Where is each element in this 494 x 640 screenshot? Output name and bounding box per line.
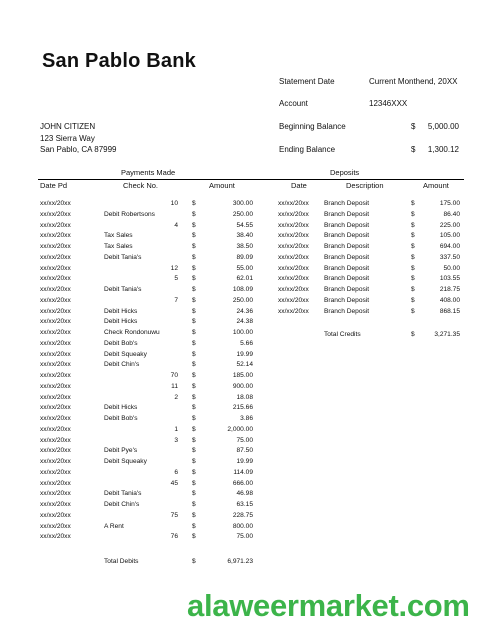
payment-date: xx/xx/20xx (40, 307, 71, 315)
payment-currency: $ (192, 533, 196, 541)
payment-date: xx/xx/20xx (40, 425, 71, 433)
payment-amount: 75.00 (236, 533, 253, 541)
payment-check-no (142, 317, 178, 328)
deposit-currency: $ (411, 200, 415, 207)
payment-currency: $ (192, 350, 196, 358)
payment-currency: $ (192, 522, 196, 530)
beginning-balance-currency: $ (411, 122, 416, 131)
payment-amount: 62.01 (236, 275, 253, 283)
payment-description: Tax Sales (104, 243, 133, 250)
total-debits-label: Total Debits (104, 558, 139, 565)
payment-currency: $ (192, 275, 196, 283)
payment-check-no (142, 414, 178, 425)
ending-balance-currency: $ (411, 145, 416, 154)
payment-currency: $ (192, 447, 196, 455)
total-debits-value: 6,971.23 (227, 558, 253, 565)
payment-currency: $ (192, 382, 196, 390)
payment-currency: $ (192, 307, 196, 315)
payment-check-no: 4 (174, 221, 178, 229)
deposits-section-title: Deposits (330, 168, 360, 177)
payment-currency: $ (192, 415, 196, 422)
deposit-date: xx/xx/20xx (278, 275, 309, 283)
deposits-col-date: Date (291, 181, 307, 190)
deposit-currency: $ (411, 286, 415, 293)
payment-currency: $ (192, 296, 196, 304)
payment-description: Debit Hicks (104, 404, 138, 412)
payment-amount: 5.66 (240, 339, 253, 347)
payment-date: xx/xx/20xx (40, 275, 71, 283)
payment-amount: 250.00 (232, 296, 253, 304)
watermark-text: alaweermarket.com (187, 588, 470, 623)
payment-date: xx/xx/20xx (40, 339, 71, 347)
deposit-currency: $ (411, 296, 415, 304)
payment-amount: 18.08 (236, 393, 253, 401)
payment-amount: 24.38 (236, 318, 253, 326)
payment-currency: $ (192, 329, 196, 336)
payment-check-no: 7 (174, 296, 178, 304)
deposit-amount: 103.55 (439, 275, 460, 283)
deposit-description: Branch Deposit (324, 275, 370, 283)
beginning-balance-value: 5,000.00 (427, 122, 459, 131)
deposit-date: xx/xx/20xx (278, 232, 309, 240)
payment-currency: $ (192, 339, 196, 347)
payment-date: xx/xx/20xx (40, 468, 71, 476)
payment-currency: $ (192, 286, 196, 293)
payment-currency: $ (192, 468, 196, 476)
total-credits-value: 3,271.35 (434, 331, 460, 338)
customer-address-line1: 123 Sierra Way (40, 134, 95, 143)
deposit-description: Branch Deposit (324, 286, 370, 293)
payment-check-no (142, 360, 178, 371)
account-label: Account (279, 99, 308, 108)
payment-description: Debit Bob's (104, 339, 138, 347)
payment-amount: 3.86 (240, 415, 253, 422)
deposit-description: Branch Deposit (324, 243, 370, 250)
payment-check-no (142, 242, 178, 253)
payment-description: A Rent (104, 522, 124, 530)
payment-description: Tax Sales (104, 232, 133, 240)
payment-date: xx/xx/20xx (40, 372, 71, 379)
deposit-currency: $ (411, 253, 415, 261)
payment-check-no: 76 (170, 533, 178, 541)
total-credits-label: Total Credits (324, 331, 361, 338)
payment-date: xx/xx/20xx (40, 382, 71, 390)
payment-check-no (142, 307, 178, 318)
payment-description: Debit Chin's (104, 501, 140, 508)
deposit-amount: 175.00 (439, 200, 460, 207)
ending-balance-label: Ending Balance (279, 145, 336, 154)
deposit-date: xx/xx/20xx (278, 243, 309, 250)
statement-date-value: Current Monthend, 20XX (369, 77, 458, 86)
deposit-description: Branch Deposit (324, 296, 370, 304)
deposit-date: xx/xx/20xx (278, 253, 309, 261)
payment-check-no: 70 (170, 372, 178, 379)
total-debits-currency: $ (192, 558, 196, 565)
payments-col-amount: Amount (209, 181, 235, 190)
payment-date: xx/xx/20xx (40, 361, 71, 369)
deposits-col-amount: Amount (423, 181, 449, 190)
payment-date: xx/xx/20xx (40, 350, 71, 358)
total-credits-currency: $ (411, 331, 415, 338)
deposit-amount: 408.00 (439, 296, 460, 304)
deposit-amount: 337.50 (439, 253, 460, 261)
payment-currency: $ (192, 200, 196, 207)
customer-address-line2: San Pablo, CA 87999 (40, 145, 117, 154)
payment-currency: $ (192, 458, 196, 465)
payment-date: xx/xx/20xx (40, 447, 71, 455)
payment-description: Check Rondonuwu (104, 329, 160, 336)
payment-check-no (142, 339, 178, 350)
deposit-amount: 868.15 (439, 307, 460, 315)
payment-date: xx/xx/20xx (40, 210, 71, 218)
payment-check-no (142, 328, 178, 339)
account-value: 12346XXX (369, 99, 408, 108)
payment-date: xx/xx/20xx (40, 511, 71, 519)
payment-check-no: 3 (174, 436, 178, 444)
payment-currency: $ (192, 210, 196, 218)
payment-date: xx/xx/20xx (40, 522, 71, 530)
deposit-currency: $ (411, 210, 415, 218)
payment-check-no (142, 500, 178, 511)
payment-amount: 900.00 (232, 382, 253, 390)
payment-currency: $ (192, 372, 196, 379)
payment-date: xx/xx/20xx (40, 393, 71, 401)
payment-amount: 63.15 (236, 501, 253, 508)
payment-currency: $ (192, 490, 196, 498)
payment-check-no (142, 231, 178, 242)
payment-date: xx/xx/20xx (40, 296, 71, 304)
payment-amount: 19.99 (236, 350, 253, 358)
header-rule (38, 179, 464, 180)
payment-date: xx/xx/20xx (40, 221, 71, 229)
payment-amount: 38.40 (236, 232, 253, 240)
payment-date: xx/xx/20xx (40, 479, 71, 487)
payment-check-no (142, 489, 178, 500)
payment-date: xx/xx/20xx (40, 329, 71, 336)
payment-description: Debit Hicks (104, 307, 138, 315)
payment-amount: 54.55 (236, 221, 253, 229)
payment-currency: $ (192, 221, 196, 229)
payment-currency: $ (192, 404, 196, 412)
payment-currency: $ (192, 501, 196, 508)
payments-col-check: Check No. (123, 181, 159, 190)
payment-amount: 215.66 (232, 404, 253, 412)
payment-check-no: 11 (171, 382, 178, 390)
payment-date: xx/xx/20xx (40, 243, 71, 250)
payment-check-no: 10 (170, 200, 178, 207)
payment-currency: $ (192, 511, 196, 519)
payment-amount: 24.36 (236, 307, 253, 315)
payment-date: xx/xx/20xx (40, 200, 71, 207)
payment-amount: 100.00 (232, 329, 253, 336)
payment-amount: 19.99 (236, 458, 253, 465)
ending-balance-value: 1,300.12 (427, 145, 459, 154)
deposit-currency: $ (411, 221, 415, 229)
deposit-description: Branch Deposit (324, 232, 370, 240)
deposit-date: xx/xx/20xx (278, 221, 309, 229)
deposit-description: Branch Deposit (324, 221, 370, 229)
payment-check-no (142, 446, 178, 457)
deposit-description: Branch Deposit (324, 307, 370, 315)
deposit-amount: 86.40 (443, 210, 460, 218)
deposit-description: Branch Deposit (324, 210, 370, 218)
payment-currency: $ (192, 436, 196, 444)
payment-amount: 46.98 (236, 490, 253, 498)
payment-amount: 52.14 (236, 361, 253, 369)
deposit-currency: $ (411, 307, 415, 315)
deposit-description: Branch Deposit (324, 264, 370, 272)
payment-currency: $ (192, 361, 196, 369)
payment-check-no: 75 (170, 511, 178, 519)
payment-amount: 250.00 (232, 210, 253, 218)
payment-amount: 300.00 (232, 200, 253, 207)
payment-check-no (142, 285, 178, 296)
payment-description: Debit Squeaky (104, 350, 147, 358)
payment-check-no: 45 (170, 479, 178, 487)
deposit-description: Branch Deposit (324, 200, 370, 207)
payment-currency: $ (192, 253, 196, 261)
payment-date: xx/xx/20xx (40, 533, 71, 541)
payment-date: xx/xx/20xx (40, 232, 71, 240)
payments-col-date: Date Pd (40, 181, 68, 190)
payment-amount: 108.09 (232, 286, 253, 293)
payment-description: Debit Pye's (104, 447, 138, 455)
payment-date: xx/xx/20xx (40, 318, 71, 326)
deposit-date: xx/xx/20xx (278, 296, 309, 304)
payment-description: Debit Squeaky (104, 458, 147, 465)
payment-check-no: 1 (174, 425, 178, 433)
deposit-currency: $ (411, 232, 415, 240)
deposit-date: xx/xx/20xx (278, 307, 309, 315)
payment-date: xx/xx/20xx (40, 253, 71, 261)
payment-date: xx/xx/20xx (40, 415, 71, 422)
payment-check-no: 12 (170, 264, 178, 272)
payment-amount: 89.09 (236, 253, 253, 261)
payment-check-no (142, 522, 178, 533)
payment-date: xx/xx/20xx (40, 404, 71, 412)
payments-section-title: Payments Made (121, 168, 176, 177)
deposit-currency: $ (411, 275, 415, 283)
payment-currency: $ (192, 318, 196, 326)
payment-currency: $ (192, 425, 196, 433)
payment-amount: 38.50 (236, 243, 253, 250)
payment-description: Debit Hicks (104, 318, 138, 326)
deposit-amount: 50.00 (443, 264, 460, 272)
payment-date: xx/xx/20xx (40, 264, 71, 272)
statement-date-label: Statement Date (279, 77, 335, 86)
payment-description: Debit Tania's (104, 253, 142, 261)
customer-name: JOHN CITIZEN (40, 122, 96, 131)
payment-amount: 2,000.00 (227, 425, 253, 433)
payment-check-no (142, 253, 178, 264)
deposit-currency: $ (411, 264, 415, 272)
bank-name: San Pablo Bank (42, 50, 196, 72)
payment-currency: $ (192, 264, 196, 272)
deposit-date: xx/xx/20xx (278, 286, 309, 293)
deposit-date: xx/xx/20xx (278, 264, 309, 272)
deposit-currency: $ (411, 243, 415, 250)
payment-currency: $ (192, 393, 196, 401)
beginning-balance-label: Beginning Balance (279, 122, 346, 131)
deposit-date: xx/xx/20xx (278, 210, 309, 218)
payment-description: Debit Tania's (104, 286, 142, 293)
payment-amount: 800.00 (232, 522, 253, 530)
payment-description: Debit Tania's (104, 490, 142, 498)
payment-amount: 75.00 (236, 436, 253, 444)
payment-amount: 87.50 (236, 447, 253, 455)
payment-check-no: 2 (174, 393, 178, 401)
deposit-date: xx/xx/20xx (278, 200, 309, 207)
payment-date: xx/xx/20xx (40, 436, 71, 444)
deposit-amount: 225.00 (439, 221, 460, 229)
deposit-amount: 218.75 (439, 286, 460, 293)
payment-check-no (142, 210, 178, 221)
payment-date: xx/xx/20xx (40, 286, 71, 293)
payment-description: Debit Bob's (104, 415, 138, 422)
payment-description: Debit Chin's (104, 361, 140, 369)
payment-currency: $ (192, 232, 196, 240)
payment-amount: 228.75 (232, 511, 253, 519)
payment-check-no: 5 (174, 275, 178, 283)
deposit-amount: 105.00 (439, 232, 460, 240)
payment-date: xx/xx/20xx (40, 490, 71, 498)
payment-amount: 666.00 (232, 479, 253, 487)
deposits-col-desc: Description (346, 181, 384, 190)
payment-date: xx/xx/20xx (40, 458, 71, 465)
payment-amount: 114.09 (233, 468, 253, 476)
payment-amount: 185.00 (232, 372, 253, 379)
payment-currency: $ (192, 479, 196, 487)
payment-description: Debit Robertsons (104, 210, 155, 218)
payment-check-no (142, 350, 178, 361)
payment-currency: $ (192, 243, 196, 250)
deposit-description: Branch Deposit (324, 253, 370, 261)
payment-check-no (142, 457, 178, 468)
payment-date: xx/xx/20xx (40, 501, 71, 508)
payment-check-no (142, 403, 178, 414)
payment-check-no: 6 (174, 468, 178, 476)
deposit-amount: 694.00 (439, 243, 460, 250)
payment-amount: 55.00 (236, 264, 253, 272)
